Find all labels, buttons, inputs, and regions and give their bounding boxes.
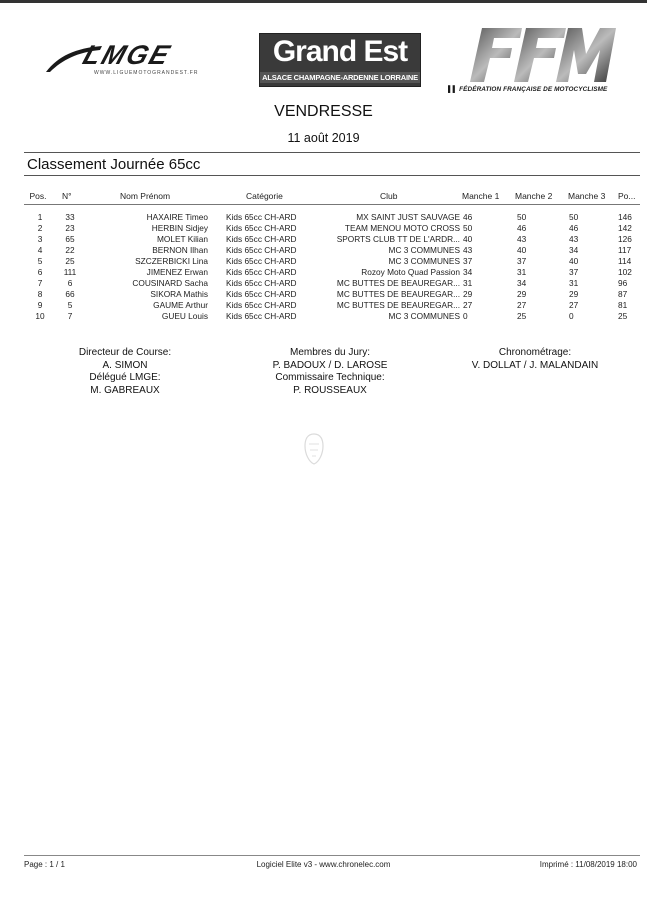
- delegate-label: Délégué LMGE:: [89, 372, 161, 383]
- cell-num: 33: [65, 212, 75, 222]
- chrono-names: V. DOLLAT / J. MALANDAIN: [471, 359, 599, 371]
- header-manche-1: Manche 1: [462, 191, 500, 201]
- cell-category: Kids 65cc CH-ARD: [226, 212, 297, 222]
- cell-pos: 7: [37, 278, 43, 288]
- cell-num: 7: [67, 311, 73, 321]
- cell-club: MC 3 COMMUNES: [388, 256, 460, 266]
- cell-pos: 5: [37, 256, 43, 266]
- director-name: A. SIMON: [102, 359, 148, 371]
- cell-name: GAUME Arthur: [153, 300, 208, 310]
- jury-label: Membres du Jury:: [289, 347, 371, 358]
- cell-points: 102: [618, 267, 632, 277]
- cell-club: MC BUTTES DE BEAUREGAR...: [336, 278, 460, 288]
- grand-est-logo: [259, 33, 421, 87]
- table-row: [0, 311, 647, 322]
- cell-manche-3: 37: [569, 267, 579, 277]
- cell-manche-3: 43: [569, 234, 579, 244]
- header-club: Club: [380, 191, 398, 201]
- cell-category: Kids 65cc CH-ARD: [226, 278, 297, 288]
- cell-num: 6: [67, 278, 73, 288]
- cell-pos: 10: [35, 311, 45, 321]
- table-row: [0, 300, 647, 311]
- officials-jury-block: [245, 347, 415, 397]
- cell-manche-3: 40: [569, 256, 579, 266]
- cell-pos: 9: [37, 300, 43, 310]
- lmge-logo-text: LMGE: [79, 40, 176, 70]
- cell-points: 146: [618, 212, 632, 222]
- cell-num: 111: [63, 267, 77, 277]
- table-row: [0, 289, 647, 300]
- cell-points: 25: [618, 311, 628, 321]
- cell-club: Rozoy Moto Quad Passion: [361, 267, 460, 277]
- cell-category: Kids 65cc CH-ARD: [226, 311, 297, 321]
- footer-rule: [24, 855, 640, 856]
- cell-manche-2: 27: [517, 300, 527, 310]
- delegate-name: M. GABREAUX: [90, 384, 160, 396]
- cell-manche-1: 31: [463, 278, 473, 288]
- footer-page-number: Page : 1 / 1: [24, 860, 65, 869]
- cell-manche-2: 29: [517, 289, 527, 299]
- cell-points: 96: [618, 278, 628, 288]
- cell-club: MC BUTTES DE BEAUREGAR...: [336, 300, 460, 310]
- cell-manche-1: 46: [463, 212, 473, 222]
- event-date: 11 août 2019: [287, 131, 360, 145]
- header-points: Po...: [618, 191, 636, 201]
- ffm-letters-icon: [468, 26, 618, 84]
- table-row: [0, 278, 647, 289]
- lmge-logo-url: WWW.LIGUEMOTOGRANDEST.FR: [94, 70, 199, 76]
- classement-title: Classement Journée 65cc: [27, 156, 201, 173]
- table-row: [0, 267, 647, 278]
- table-row: [0, 223, 647, 234]
- ffm-logo-subtitle: ▌▌ FÉDÉRATION FRANÇAISE DE MOTOCYCLISME: [448, 86, 608, 93]
- cell-name: JIMENEZ Erwan: [146, 267, 208, 277]
- table-row: [0, 234, 647, 245]
- cell-name: HAXAIRE Timeo: [146, 212, 208, 222]
- cell-pos: 3: [37, 234, 43, 244]
- cell-club: SPORTS CLUB TT DE L'ARDR...: [336, 234, 460, 244]
- cell-manche-1: 40: [463, 234, 473, 244]
- cell-manche-2: 37: [517, 256, 527, 266]
- cell-manche-1: 29: [463, 289, 473, 299]
- cell-manche-1: 0: [463, 311, 468, 321]
- header-manche-3: Manche 3: [568, 191, 606, 201]
- top-border: [0, 0, 647, 3]
- header-num: N°: [62, 191, 72, 201]
- header-manche-2: Manche 2: [515, 191, 553, 201]
- cell-pos: 8: [37, 289, 43, 299]
- director-label: Directeur de Course:: [78, 347, 172, 358]
- cell-manche-3: 31: [569, 278, 579, 288]
- cell-name: GUEU Louis: [161, 311, 208, 321]
- cell-pos: 4: [37, 245, 43, 255]
- cell-num: 23: [65, 223, 75, 233]
- cell-manche-2: 25: [517, 311, 527, 321]
- ffm-logo: [448, 26, 628, 96]
- header-name: Nom Prénom: [120, 191, 171, 201]
- cell-manche-1: 27: [463, 300, 473, 310]
- cell-num: 65: [65, 234, 75, 244]
- table-header-rule: [24, 204, 640, 205]
- table-row: [0, 212, 647, 223]
- officials-chrono-block: [450, 347, 620, 372]
- cell-club: MC BUTTES DE BEAUREGAR...: [336, 289, 460, 299]
- cell-category: Kids 65cc CH-ARD: [226, 223, 297, 233]
- cell-category: Kids 65cc CH-ARD: [226, 267, 297, 277]
- cell-manche-2: 50: [517, 212, 527, 222]
- cell-category: Kids 65cc CH-ARD: [226, 300, 297, 310]
- event-title: VENDRESSE: [274, 103, 373, 120]
- cell-pos: 2: [37, 223, 43, 233]
- cell-name: COUSINARD Sacha: [132, 278, 208, 288]
- cell-name: BERNON Ilhan: [152, 245, 208, 255]
- chrono-label: Chronométrage:: [498, 347, 572, 358]
- cell-club: TEAM MENOU MOTO CROSS: [344, 223, 460, 233]
- cell-manche-3: 29: [569, 289, 579, 299]
- cell-num: 66: [65, 289, 75, 299]
- cell-category: Kids 65cc CH-ARD: [226, 245, 297, 255]
- cell-manche-2: 31: [517, 267, 527, 277]
- watermark-icon: [303, 432, 325, 466]
- cell-name: SIKORA Mathis: [150, 289, 208, 299]
- title-rule-bottom: [24, 175, 640, 176]
- cell-manche-3: 27: [569, 300, 579, 310]
- cell-club: MX SAINT JUST SAUVAGE: [356, 212, 460, 222]
- cell-manche-3: 34: [569, 245, 579, 255]
- cell-num: 22: [65, 245, 75, 255]
- table-row: [0, 256, 647, 267]
- cell-manche-3: 46: [569, 223, 579, 233]
- header-category: Catégorie: [246, 191, 283, 201]
- cell-manche-2: 43: [517, 234, 527, 244]
- cell-points: 142: [618, 223, 632, 233]
- cell-points: 126: [618, 234, 632, 244]
- cell-num: 25: [65, 256, 75, 266]
- cell-points: 117: [618, 245, 632, 255]
- cell-club: MC 3 COMMUNES: [388, 245, 460, 255]
- grand-est-logo-title: Grand Est: [272, 35, 408, 68]
- cell-pos: 1: [37, 212, 43, 222]
- results-table-header: [0, 191, 647, 205]
- table-row: [0, 245, 647, 256]
- lmge-logo: [44, 38, 220, 80]
- cell-manche-2: 40: [517, 245, 527, 255]
- cell-manche-3: 0: [569, 311, 574, 321]
- title-rule-top: [24, 152, 640, 153]
- cell-manche-1: 43: [463, 245, 473, 255]
- cell-manche-3: 50: [569, 212, 579, 222]
- cell-points: 87: [618, 289, 628, 299]
- tech-commissioner-name: P. ROUSSEAUX: [293, 384, 367, 396]
- cell-points: 81: [618, 300, 628, 310]
- cell-manche-2: 34: [517, 278, 527, 288]
- cell-manche-1: 37: [463, 256, 473, 266]
- cell-points: 114: [618, 256, 632, 266]
- cell-name: MOLET Kilian: [156, 234, 208, 244]
- cell-name: HERBIN Sidjey: [151, 223, 208, 233]
- cell-manche-2: 46: [517, 223, 527, 233]
- jury-names: P. BADOUX / D. LAROSE: [272, 359, 388, 371]
- footer-software: Logiciel Elite v3 - www.chronelec.com: [256, 860, 391, 869]
- cell-num: 5: [67, 300, 73, 310]
- cell-manche-1: 34: [463, 267, 473, 277]
- cell-category: Kids 65cc CH-ARD: [226, 234, 297, 244]
- officials-director-block: [60, 347, 190, 397]
- cell-pos: 6: [37, 267, 43, 277]
- cell-name: SZCZERBICKI Lina: [135, 256, 208, 266]
- footer-printed-date: Imprimé : 11/08/2019 18:00: [539, 860, 637, 869]
- grand-est-logo-subtitle: ALSACE CHAMPAGNE-ARDENNE LORRAINE: [260, 72, 420, 83]
- cell-category: Kids 65cc CH-ARD: [226, 289, 297, 299]
- cell-club: MC 3 COMMUNES: [388, 311, 460, 321]
- tech-commissioner-label: Commissaire Technique:: [275, 372, 385, 383]
- cell-manche-1: 50: [463, 223, 473, 233]
- cell-category: Kids 65cc CH-ARD: [226, 256, 297, 266]
- header-pos: Pos.: [29, 191, 47, 201]
